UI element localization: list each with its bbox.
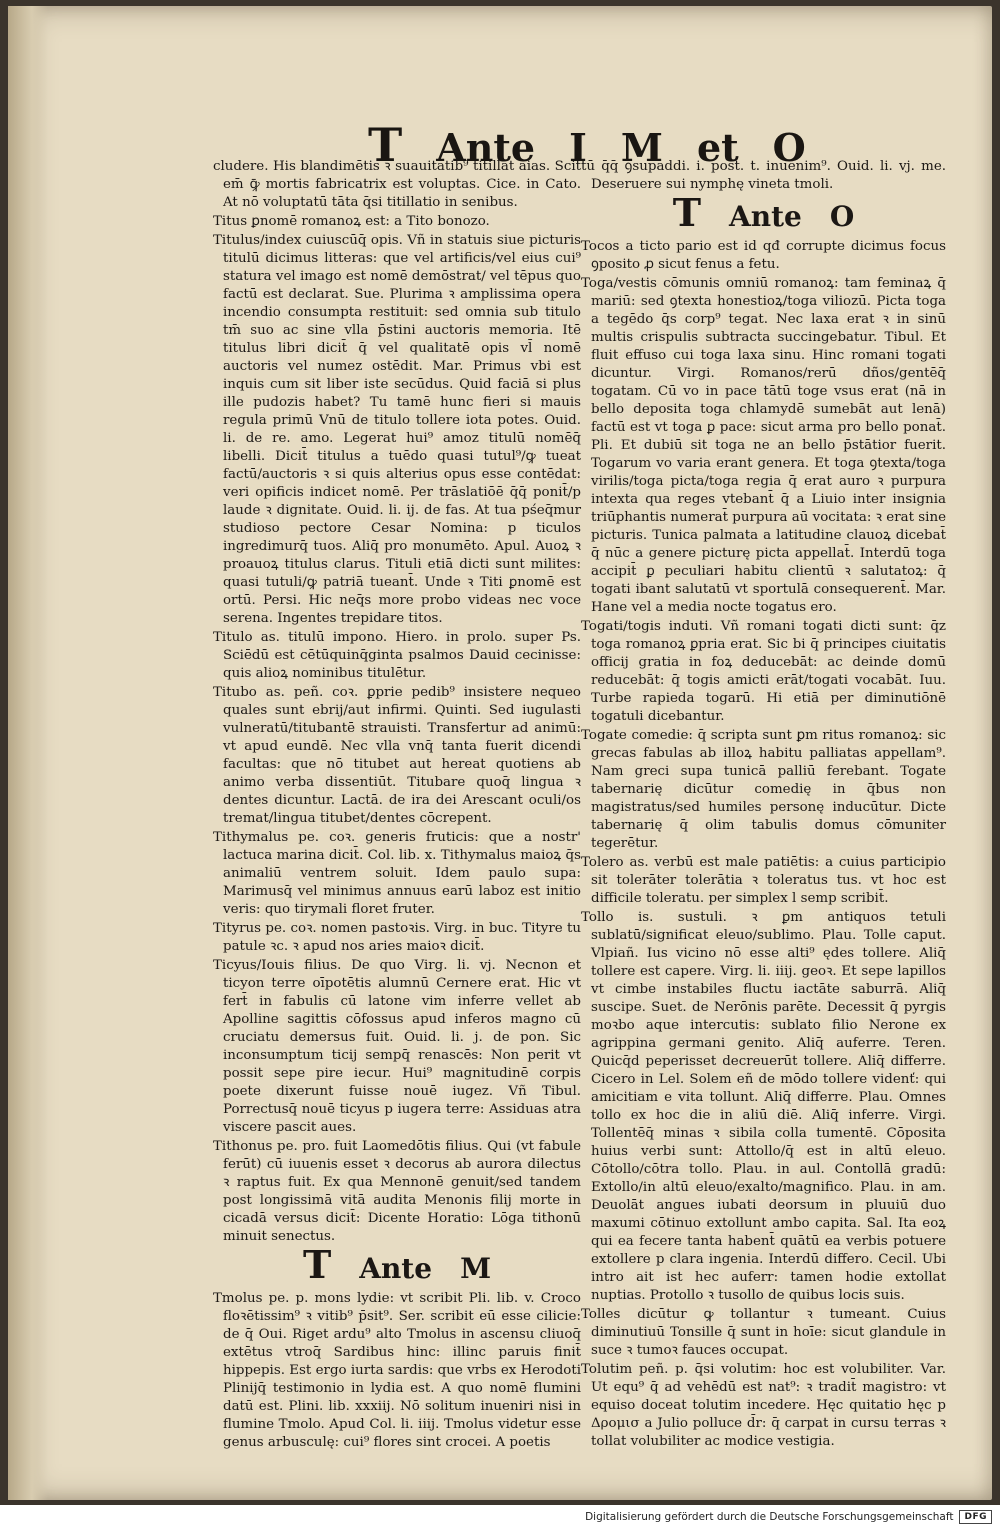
right-column (581, 158, 946, 1452)
dictionary-entry: Tithonus pe. pro. fuit Laomedōtis filius. Qui (vt fabule ferūt) cū iuuenis esset ꝛ decorus ab aurora dilectus ꝛ raptus fuit. Ex qua Mennonē genuit/sed tandem post longissimā vitā audita Menonis filij morte in cicadā versus dicit̄: Dicente Horatio: Lōga tithonū minuit senectus. (213, 1139, 581, 1244)
dictionary-entry: Titulo as. titulū impono. Hiero. in prolo. super Ps. Sciēdū est cētūquinq̄ginta psalmos Dauid cecinisse: quis alioꝝ nominibus titulētur. (213, 630, 581, 681)
section-heading (581, 190, 946, 235)
funding-notice: Digitalisierung gefördert durch die Deutsche Forschungsgemeinschaft (585, 1511, 954, 1523)
dictionary-entry: Titus ꝑnomē romanoꝝ est: a Tito bonozo. (213, 214, 490, 229)
section-ext: M (460, 1252, 492, 1285)
section-word: Ante (359, 1252, 433, 1285)
dictionary-entry: cludere. His blandimētis ꝛ suauitatib⁹ titillat aias. Scit em̄ ꝙ̄ mortis fabricatrix est voluptas. Cice. in Cato. At nō voluptatū tāta q̄si titillatio in senibus. (213, 159, 581, 210)
dictionary-entry: Ticyus/Iouis filius. De quo Virg. li. vj. Necnon et ticyon terre oīpotētis alumnū Cernere erat. Hic vt fert̄ in fabulis cū latone vim inferre vellet ab Apolline sagittis cōfossus apud inferos magno cū cruciatu demersus fuit. Ouid. li. j. de pon. Sic inconsumptum ticij sempq̄ renascēs: Non perit vt possit sepe pire iecur. Hui⁹ magnitudinē corpis poete dixerunt fuisse nouē iugez. Vñ Tibul. Porrectusq̄ nouē ticyus p iugera terre: Assiduas atra viscere pascit aues. (213, 958, 581, 1135)
header-ext1: I (569, 125, 587, 170)
dfg-logo: DFG (959, 1510, 992, 1524)
dictionary-entry: Titulus/index cuiuscūq̄ opis. Vñ in statuis siue picturis titulū dicimus litteras: que vel artificis/vel eius cui⁹ statura vel imago est nomē demōstrat/ vel tēpus quo factū est declarat. Sue. Plurima ꝛ amplissima opera incendio consumpta restituit: sed omnia sub titulo tm̄ suo ac sine vlla p̄stini auctoris memoria. Itē titulus libri dicit̄ q̄ vel qualitatē opis vl̄ nomē auctoris vel numez ostēdit. Mar. Primus vbi est inquis cum sit liber iste secūdus. Quid faciā si plus ille pudozis habet? Tu tamē hunc fieri si mauis regula primū Vnū de titulo tollere iota potes. Ouid. li. de re. amo. Legerat hui⁹ amoz titulū nomēq̄ libelli. Dicit̄ titulus a tuēdo quasi tutul⁹/ꝙ tueat factū/auctoris ꝛ si quis alterius opus esse contēdat: veri opificis indicet nomē. Per trāslatiōē q̄q̄ ponit̄/p laude ꝛ dignitate. Ouid. li. ij. de fas. At tua pśeq̄mur studioso pectore Cesar Nomina: p ticulos ingredimurq̄ tuos. Aliq̄ pro monumēto. Apul. Auoꝝ ꝛ proauoꝝ titulus clarus. Tituli etiā dicti sunt milites: quasi tutuli/ꝙ patriā tueant̄. Unde ꝛ Titi ꝑnomē est ortū. Persi. Hic neq̄s more probo videas nec voce serena. Ingentes trepidare titos. (213, 233, 581, 626)
section-initial: T (672, 190, 702, 235)
dictionary-entry: Tocos a ticto pario est id qđ corrupte dicimus focus ꝯposito ꝓ sicut fenus a fetu. (581, 239, 946, 272)
dictionary-entry: Tityrus pe. coꝛ. nomen pastoꝛis. Virg. in buc. Tityre tu patule ꝛc. ꝛ apud nos aries maioꝛ dicit̄. (213, 921, 581, 954)
dictionary-entry: Tollo is. sustuli. ꝛ ꝑm antiquos tetuli sublatū/significat eleuo/sublimo. Plau. Tolle caput. Vlpiañ. Ius vicino nō esse alti⁹ ędes tollere. Aliq̄ tollere est capere. Virg. li. iiij. geoꝛ. Et sepe lapillos vt cimbe instabiles fluctu iactāte saburrā. Aliq̄ suscipe. Suet. de Nerōnis parēte. Decessit q̄ pyrgis moꝛbo aque intercutis: sublato filio Nerone ex agrippina germani genito. Aliq̄ auferre. Teren. Quicq̄d peperisset decreuerūt tollere. Aliq̄ differre. Cicero in Lel. Solem eñ de mōdo tollere videnť: qui amicitiam e vita tollunt. Aliq̄ differre. Plau. Omnes tollo ex hoc die in aliū diē. Aliq̄ inferre. Virgi. Tollentēq̄ minas ꝛ sibila colla tumentē. Cōposita huius verbi sunt: Attollo/q̄ est in altū eleuo. Cōtollo/cōtra tollo. Plau. in aul. Contollā gradū: Extollo/in altū eleuo/exalto/magnifico. Plau. in am. Deuolāt angues iubati deorsum in pluuiū duo maxumi cōtinuo extollunt ambo capita. Sal. Ita eoꝝ qui ea fecere tanta habent̄ quātū ea verbis potuere extollere p clara ingenia. Interdū differo. Cecil. Ubi intro ait ist hec auferr: tamen hodie extollat nuptias. Protollo ꝛ tusollo de quibus locis suis. (581, 910, 946, 1303)
dictionary-entry: Titubo as. peñ. coꝛ. ꝑprie pedib⁹ insistere nequeo quales sunt ebrij/aut infirmi. Quinti. Sed iugulasti vulneratū/titubantē strauisti. Transfertur ad animū: vt apud eundē. Nec vlla vnq̄ tanta fuerit dicendi facultas: que nō titubet aut hereat quotiens ab animo verba dissentiūt. Titubare quoq̄ lingua ꝛ dentes dicuntur. Lactā. de ira dei Arescant oculi/os tremat/lingua titubet/dentes cōcrepent. (213, 685, 581, 826)
section-ext: O (829, 200, 855, 233)
left-column (213, 158, 581, 1453)
header-word: Ante (436, 125, 536, 170)
header-ext4: O (772, 125, 806, 170)
header-ext2: M (620, 125, 663, 170)
dictionary-entry: Togati/togis induti. Vñ romani togati dicti sunt: q̄z toga romanoꝝ ꝑpria erat. Sic bi q̄ principes ciuitatis officij gratia in foꝝ deducebāt: ac deinde domū reducebāt: q̄ togis amicti erāt/togati vocabāt. Iuu. Turbe rapieda togarū. Hi etiā per diminutiōnē togatuli dicebantur. (581, 619, 946, 724)
section-word: Ante (729, 200, 802, 233)
footer-bar (0, 1505, 1000, 1529)
section-initial: T (302, 1242, 332, 1287)
header-initial: T (368, 118, 403, 172)
book-page (8, 6, 992, 1500)
dictionary-entry: Tmolus pe. p. mons lydie: vt scribit Pli. lib. v. Croco floꝛētissim⁹ ꝛ vitib⁹ p̄sit⁹. Ser. scribit eū esse cilicie: de q̄ Oui. Riget ardu⁹ alto Tmolus in ascensu cliuoq̄ extētus vtroq̄ Sardibus hinc: illinc paruis finit̄ hippepis. Est ergo iurta sardis: que vrbs ex Herodoti Plinijq̄ testimonio in lydia est. A quo nomē flumini datū est. Plini. lib. xxxiij. Nō solitum inueniri nisi in flumine Tmolo. Apud Col. li. iiij. Tmolus videtur esse genus arbusculę: cui⁹ flores sint crocei. A poetis (213, 1291, 581, 1450)
dictionary-entry: Togate comedie: q̄ scripta sunt ꝑm ritus romanoꝝ: sic grecas fabulas ab illoꝝ habitu palliatas appellam⁹. Nam greci supa tunicā palliū ferebant. Togate tabernarię dicūtur comedię in q̄bus non magistratus/sed humiles personę inducūtur. Dicte tabernarię q̄ olim tabulis domus cōmuniter tegerētur. (581, 728, 946, 851)
header-ext3: et (696, 125, 739, 170)
dictionary-entry: Tolles dicūtur ꝙ tollantur ꝛ tumeant. Cuius diminutiuū Tonsille q̄ sunt in hoīe: sicut glandule in suce ꝛ tumoꝛ fauces occupat. (581, 1307, 946, 1358)
dictionary-entry: Tolutim peñ. p. q̄si volutim: hoc est volubiliter. Var. Ut equ⁹ q̄ ad vehēdū est nat⁹: ꝛ tradit̄ magistro: vt equiso doceat tolutim incedere. Hęc quitatio hęc p Δρομισ a Julio polluce d̄r: q̄ carpat in cursu terras ꝛ tollat volubiliter ac modice vestigia. (581, 1362, 946, 1449)
page-gutter-shadow (8, 6, 48, 1500)
section-heading (213, 1242, 581, 1287)
dictionary-entry: tū q̄q̄ ꝯsupaddi. i. post. t. inuenim⁹. Ouid. li. vj. me. Deseruere sui nymphę vineta tmoli. (581, 159, 946, 192)
dictionary-entry: Tithymalus pe. coꝛ. generis fruticis: que a nostr' lactuca marina dicit̄. Col. lib. x. Tithymalus maioꝝ q̄s animaliū ventrem soluit. Idem paulo supa: Marimusq̄ vel minimus annuus earū laboz est initio veris: quo tirymali floret fruter. (213, 830, 581, 917)
dictionary-entry: Toga/vestis cōmunis omniū romanoꝝ: tam feminaꝝ q̄ mariū: sed ꝯtexta honestioꝝ/toga viliozū. Picta toga a tegēdo q̄s corp⁹ tegat. Nec laxa erat ꝛ in sinū multis crispulis subtracta succingebatur. Tibul. Et fluit effuso cui toga laxa sinu. Hinc romani togati dicuntur. Virgi. Romanos/rerū dños/gentēq̄ togatam. Cū vo in pace tātū toge vsus erat (nā in bello deposita toga chlamydē sumebāt aut lenā) factū est vt toga ꝑ pace: sicut arma pro bello ponat̄. Pli. Et dubiū sit toga ne an bello p̄stātior fuerit. Togarum vo varia erant genera. Et toga ꝯtexta/toga virilis/toga picta/toga regia q̄ erat auro ꝛ purpura intexta qua reges vtebant̄ q̄ a Liuio inter insignia triūphantis numerat̄ purpura aū vocitata: ꝛ erat sine picturis. Tunica palmata a latitudine clauoꝝ dicebat̄ q̄ nūc a genere picturę picta appellat̄. Interdū toga accipit̄ ꝑ peculiari habitu clientū ꝛ salutatoꝝ: q̄ togati ibant salutatū vt sportulā consequerent̄. Mar. Hane vel a media nocte togatus ero. (581, 276, 946, 615)
dictionary-entry: Tolero as. verbū est male patiētis: a cuius participio sit tolerāter tolerātia ꝛ toleratus tus. vt hoc est difficile toleratu. per simplex l semp scribit̄. (581, 855, 946, 906)
